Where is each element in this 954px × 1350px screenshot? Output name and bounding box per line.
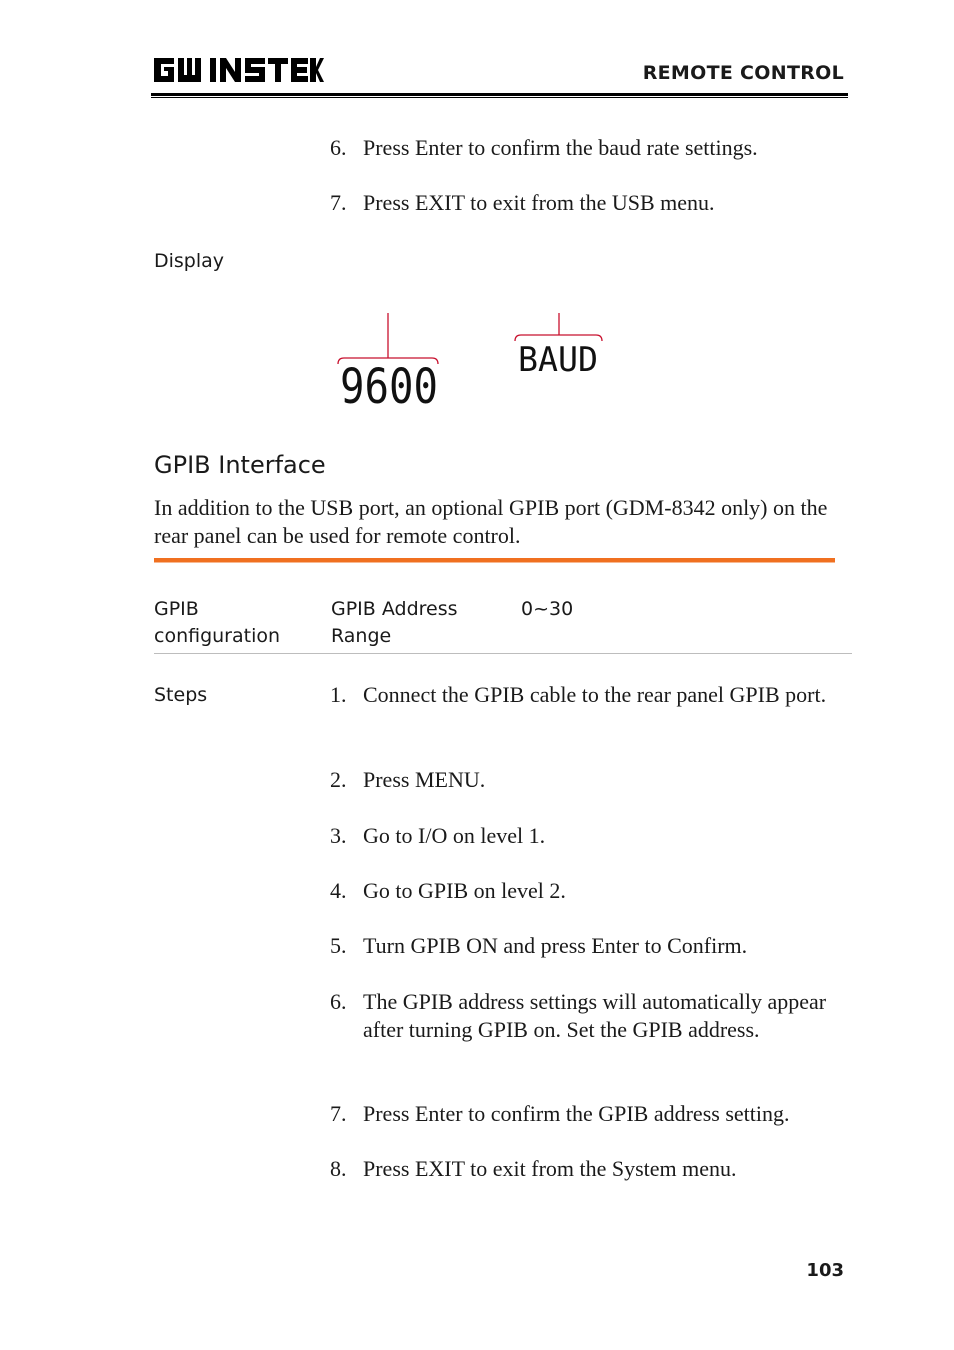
section-title: REMOTE CONTROL xyxy=(642,62,844,84)
value-readout: 9600 xyxy=(340,359,438,415)
step-number: 7. xyxy=(330,190,347,215)
step-number: 6. xyxy=(330,135,347,160)
gw-instek-logo xyxy=(152,56,324,84)
header-rule-thin xyxy=(151,97,848,98)
usb-step-7 xyxy=(330,189,845,217)
usb-step-6 xyxy=(330,134,845,162)
config-divider xyxy=(154,653,852,654)
steps-label: Steps xyxy=(154,684,208,706)
gpib-step-8 xyxy=(330,1155,845,1183)
page-number: 103 xyxy=(806,1260,844,1281)
config-parameter xyxy=(331,596,458,650)
gpib-step-1 xyxy=(330,681,845,709)
step-number: 8. xyxy=(330,1156,347,1181)
step-number: 2. xyxy=(330,767,347,792)
gpib-step-7 xyxy=(330,1100,845,1128)
config-label-line2: configuration xyxy=(154,625,281,647)
gpib-step-3 xyxy=(330,822,845,850)
step-text: Connect the GPIB cable to the rear panel GPIB port. xyxy=(363,682,827,707)
config-value: 0~30 xyxy=(521,598,574,620)
config-label xyxy=(154,596,280,650)
step-number: 3. xyxy=(330,823,347,848)
config-label-line1: GPIB xyxy=(154,598,199,620)
step-number: 1. xyxy=(330,682,347,707)
step-number: 5. xyxy=(330,933,347,958)
gpib-step-5 xyxy=(330,932,845,960)
intro-paragraph: In addition to the USB port, an optional GPIB port (GDM-8342 only) on the rear panel can be used for remote control. xyxy=(154,495,828,548)
section-heading: GPIB Interface xyxy=(154,451,326,479)
config-param-line1: GPIB Address xyxy=(331,598,458,620)
gpib-step-6 xyxy=(330,988,845,1044)
step-text: Press Enter to confirm the baud rate settings. xyxy=(363,135,758,160)
step-text: Press MENU. xyxy=(363,767,486,792)
menu-readout: BAUD xyxy=(518,340,598,380)
step-number: 6. xyxy=(330,989,347,1014)
gpib-step-2 xyxy=(330,766,845,794)
step-number: 4. xyxy=(330,878,347,903)
accent-rule-shadow xyxy=(154,562,835,563)
config-param-line2: Range xyxy=(331,625,392,647)
step-text: Press EXIT to exit from the USB menu. xyxy=(363,190,715,215)
header-rule xyxy=(151,93,848,96)
display-label: Display xyxy=(154,250,225,272)
step-text: Go to I/O on level 1. xyxy=(363,823,546,848)
step-text: Press EXIT to exit from the System menu. xyxy=(363,1156,737,1181)
step-text: The GPIB address settings will automatically appear after turning GPIB on. Set the GPIB address. xyxy=(363,989,827,1042)
step-text: Go to GPIB on level 2. xyxy=(363,878,566,903)
step-text: Press Enter to confirm the GPIB address setting. xyxy=(363,1101,790,1126)
step-number: 7. xyxy=(330,1101,347,1126)
display-readout-figure xyxy=(330,308,620,418)
gpib-step-4 xyxy=(330,877,845,905)
step-text: Turn GPIB ON and press Enter to Confirm. xyxy=(363,933,748,958)
